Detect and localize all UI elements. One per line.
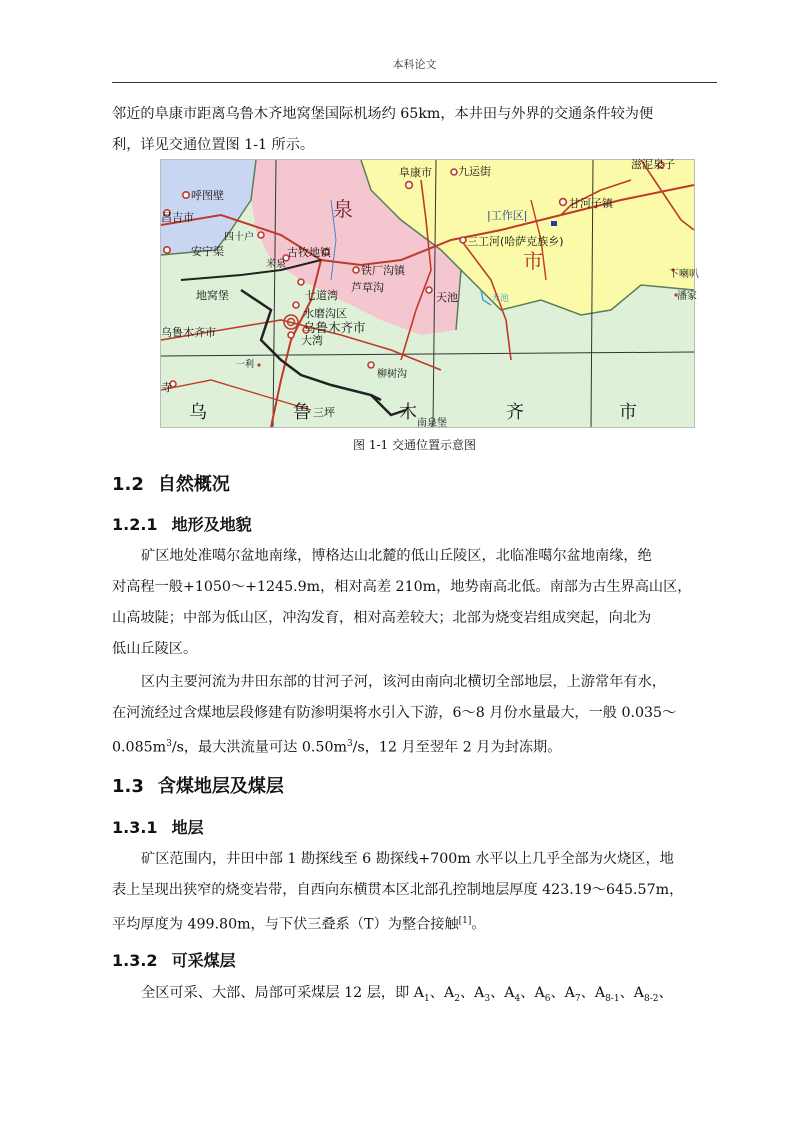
map-label-ziniquan: 滋泥泉子	[631, 158, 675, 171]
paragraph-river: 区内主要河流为井田东部的甘河子河，该河由南向北横切全部地层，上游常年有水， 在河流经过含煤地层段修建有防渗明渠将水引入下游，6～8 月份水量最大，一般 0.035～ $0.085m^3/s$，最大洪流量可达 $0.50m^3/s$，12 月至翌年 2 月为封冻期。	[112, 674, 677, 756]
map-label-gumudi: 古牧地镇	[287, 246, 331, 259]
map-label-yili: 一利	[236, 360, 255, 370]
map-label-hutubi: 呼图壁	[191, 189, 224, 202]
map-label-bottom-lu: 鲁	[293, 402, 311, 423]
map-label-bottom-shi: 市	[619, 402, 637, 423]
map-label-jiuyun: 九运街	[458, 165, 491, 178]
map-label-tianchi: 天池	[436, 291, 458, 304]
map-label-lahubao: 南泉堡	[417, 418, 447, 429]
map-label-tianchi-lake: 天池	[491, 294, 510, 304]
map-label-bottom-qi: 齐	[506, 402, 524, 423]
map-label-urumqi-city: 乌鲁木齐市	[303, 320, 366, 335]
header-rule	[112, 82, 717, 83]
map-label-xialaba: 下喇叭	[669, 269, 699, 280]
map-label-shi-big: 市	[523, 249, 543, 273]
map-label-panjiayuan: 潘家	[677, 291, 697, 302]
intro-line-2: 利，详见交通位置图 1-1 所示。	[112, 137, 315, 153]
map-label-quan-big: 泉	[333, 197, 353, 221]
map-label-midong: 米泉	[266, 259, 286, 270]
section-heading-1-3-2: 1.3.2 可采煤层	[112, 951, 236, 970]
paragraph-strata: 矿区范围内，井田中部 1 勘探线至 6 勘探线+700m 水平以上几乎全部为火烧区，地 表上呈现出狭窄的烧变岩带，自西向东横贯本区北部孔控制地层厚度 423.19～645.57m， 平均厚度为 499.80m，与下伏三叠系（T）为整合接触[1]。	[112, 851, 684, 933]
map-label-sishihu: 四十户	[224, 232, 254, 243]
map-label-diwobao: 地窝堡	[196, 289, 229, 302]
map-label-changji: 昌吉市	[161, 211, 194, 224]
map-label-sangonghe: 三工河(哈萨克族乡)	[467, 235, 564, 248]
map-label-liushugou: 柳树沟	[377, 369, 407, 380]
map-label-workarea: |工作区|	[487, 209, 528, 222]
map-label-fukang: 阜康市	[399, 166, 432, 179]
map-label-shuimogou: 水磨沟区	[303, 307, 347, 320]
map-label-tiechanggou: 铁厂沟镇	[361, 264, 405, 277]
map-label-luzhugou: 芦草沟	[351, 281, 384, 294]
intro-paragraph	[112, 99, 717, 161]
section-heading-1-3: 1.3 含煤地层及煤层	[112, 776, 284, 797]
map-label-bottom-mu: 木	[399, 402, 417, 423]
map-label-anningqu: 安宁渠	[191, 245, 224, 258]
page-header: 本科论文	[392, 58, 437, 71]
section-heading-1-3-1: 1.3.1 地层	[112, 818, 204, 837]
map-label-bottom-sanping: 三坪	[313, 406, 335, 419]
section-heading-1-2: 1.2 自然概况	[112, 474, 230, 495]
intro-line-1: 邻近的阜康市距离乌鲁木齐地窝堡国际机场约 65km，本井田与外界的交通条件较为便	[112, 106, 654, 122]
map-label-ganhezi: 甘河子镇	[569, 197, 613, 210]
map-label-urumqi-county: 乌鲁木齐市	[161, 326, 216, 339]
citation-ref[interactable]: [1]	[458, 916, 472, 926]
map-label-qidaowan: 七道湾	[305, 289, 338, 302]
paragraph-terrain: 矿区地处准噶尔盆地南缘，博格达山北麓的低山丘陵区，北临准噶尔盆地南缘，绝 对高程一般+1050～+1245.9m，相对高差 210m，地势南高北低。南部为古生界高山区， 山高坡陡；中部为低山区，冲沟发育，相对高差较大；北部为烧变岩组成突起，向北为 低山丘陵区。	[112, 548, 692, 657]
map-label-dawan: 大湾	[301, 334, 323, 347]
section-heading-1-2-1: 1.2.1 地形及地貌	[112, 515, 252, 534]
map-label-si: 寺	[161, 381, 172, 394]
map-label-bottom-wu: 乌	[189, 402, 207, 423]
paragraph-coal-seams: 全区可采、大部、局部可采煤层 12 层，即 $A_1$、$A_2$、$A_3$、$A_4$、$A_6$、$A_7$、$A_{8-1}$、$A_{8-2}$、	[141, 985, 673, 1004]
figure-caption: 图 1-1 交通位置示意图	[353, 438, 476, 452]
traffic-location-map	[160, 158, 699, 429]
